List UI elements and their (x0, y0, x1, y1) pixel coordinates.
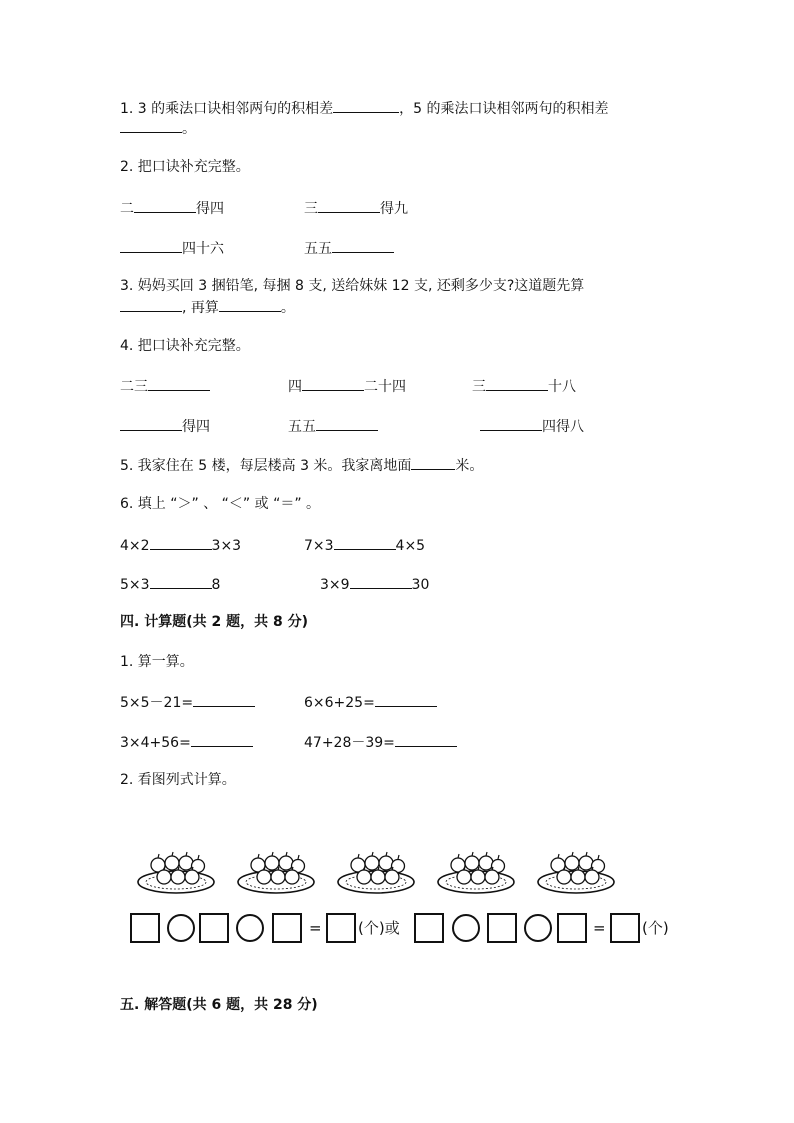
operator-circle[interactable] (236, 914, 264, 942)
q6-r2b-right: 30 (411, 577, 430, 593)
calc1-r1a-expr: 5×5－21= (120, 695, 194, 711)
answer-blank[interactable] (120, 118, 182, 133)
q2-r2b-pre: 五五 (304, 241, 332, 257)
q4-r1c-post: 十八 (548, 379, 576, 395)
q6-r1b-left: 7×3 (304, 538, 334, 554)
q3-mid: , 再算 (182, 300, 219, 316)
q2-row1-a (120, 198, 224, 218)
q4-r2a-post: 得四 (182, 419, 210, 435)
calc2-title: 2. 看图列式计算。 (120, 772, 236, 788)
q2-r1a-post: 得四 (196, 201, 224, 217)
q4-r1a-pre: 二三 (120, 379, 148, 395)
answer-blank[interactable] (375, 692, 437, 707)
calc1-row2-a (120, 732, 253, 752)
calc1-r2a-expr: 3×4+56= (120, 735, 191, 751)
answer-box[interactable] (272, 913, 302, 943)
q5-pre: 5. 我家住在 5 楼，每层楼高 3 米。我家离地面 (120, 458, 412, 474)
answer-blank[interactable] (486, 376, 548, 391)
q6-row1-b (304, 535, 425, 555)
q6-row1-a (120, 535, 241, 555)
answer-box[interactable] (199, 913, 229, 943)
answer-blank[interactable] (120, 416, 182, 431)
q4-title: 4. 把口诀补充完整。 (120, 338, 250, 354)
q6-title: 6. 填上 “＞” 、 “＜” 或 “＝” 。 (120, 496, 321, 512)
apple-plate-illustration (130, 848, 630, 898)
answer-blank[interactable] (191, 732, 253, 747)
answer-box[interactable] (610, 913, 640, 943)
q4-row2-c (480, 416, 584, 436)
q2-row2-b (304, 238, 394, 258)
q5-line (120, 455, 483, 475)
calc1-r1b-expr: 6×6+25= (304, 695, 375, 711)
unit-or-label: (个)或 (358, 919, 400, 937)
section5-title: 五. 解答题(共 6 题，共 28 分) (120, 997, 318, 1013)
answer-blank[interactable] (134, 198, 196, 213)
q4-r1b-pre: 四 (288, 379, 302, 395)
q6-row2-a (120, 574, 220, 594)
q1-line1 (120, 98, 609, 118)
answer-box[interactable] (487, 913, 517, 943)
answer-blank[interactable] (318, 198, 380, 213)
q4-row2-a (120, 416, 210, 436)
answer-blank[interactable] (411, 455, 455, 470)
answer-box[interactable] (557, 913, 587, 943)
q4-row1-b (288, 376, 406, 396)
answer-blank[interactable] (316, 416, 378, 431)
q6-r2b-left: 3×9 (320, 577, 350, 593)
equals-sign: = (309, 919, 322, 937)
q2-row2-a (120, 238, 224, 258)
answer-blank[interactable] (302, 376, 364, 391)
answer-blank[interactable] (120, 297, 182, 312)
calc1-r2b-expr: 47+28－39= (304, 735, 395, 751)
calc1-row1-a (120, 692, 255, 712)
answer-blank[interactable] (219, 297, 281, 312)
q3-line1: 3. 妈妈买回 3 捆铅笔, 每捆 8 支, 送给妹妹 12 支, 还剩多少支?这道题先算 (120, 278, 585, 294)
q2-r1b-pre: 三 (304, 201, 318, 217)
answer-blank[interactable] (350, 574, 412, 589)
q2-r1b-post: 得九 (380, 201, 408, 217)
answer-blank[interactable] (150, 574, 212, 589)
answer-blank[interactable] (193, 692, 255, 707)
q4-row1-c (472, 376, 576, 396)
q2-r2a-post: 四十六 (182, 241, 224, 257)
answer-box[interactable] (414, 913, 444, 943)
q2-row1-b (304, 198, 408, 218)
answer-box[interactable] (130, 913, 160, 943)
q6-r2a-right: 8 (211, 577, 221, 593)
q6-r1a-right: 3×3 (211, 538, 242, 554)
answer-blank[interactable] (120, 238, 182, 253)
q6-r1a-left: 4×2 (120, 538, 150, 554)
q4-r2c-post: 四得八 (542, 419, 584, 435)
equals-sign: = (593, 919, 606, 937)
q2-title: 2. 把口诀补充完整。 (120, 159, 250, 175)
answer-blank[interactable] (333, 98, 399, 113)
q1-line2 (120, 118, 196, 138)
q4-row1-a (120, 376, 210, 396)
calc1-row1-b (304, 692, 437, 712)
q6-r2a-left: 5×3 (120, 577, 150, 593)
operator-circle[interactable] (524, 914, 552, 942)
q4-r1c-pre: 三 (472, 379, 486, 395)
calc1-title: 1. 算一算。 (120, 654, 194, 670)
q6-r1b-right: 4×5 (395, 538, 426, 554)
q5-post: 米。 (455, 458, 484, 474)
answer-blank[interactable] (395, 732, 457, 747)
q3-end: 。 (280, 300, 295, 316)
operator-circle[interactable] (167, 914, 195, 942)
answer-box[interactable] (326, 913, 356, 943)
q4-r1b-post: 二十四 (364, 379, 406, 395)
q1-text-part2: ，5 的乘法口诀相邻两句的积相差 (399, 101, 609, 117)
answer-blank[interactable] (150, 535, 212, 550)
q4-row2-b (288, 416, 378, 436)
section4-title: 四. 计算题(共 2 题，共 8 分) (120, 614, 308, 630)
answer-blank[interactable] (334, 535, 396, 550)
unit-label: (个) (642, 919, 669, 937)
answer-blank[interactable] (332, 238, 394, 253)
answer-blank[interactable] (480, 416, 542, 431)
calc1-row2-b (304, 732, 457, 752)
q6-row2-b (320, 574, 429, 594)
q4-r2b-pre: 五五 (288, 419, 316, 435)
q3-line2 (120, 297, 295, 317)
q2-r1a-pre: 二 (120, 201, 134, 217)
answer-blank[interactable] (148, 376, 210, 391)
operator-circle[interactable] (452, 914, 480, 942)
q1-text-part1: 1. 3 的乘法口诀相邻两句的积相差 (120, 101, 334, 117)
q1-end: 。 (182, 121, 196, 137)
